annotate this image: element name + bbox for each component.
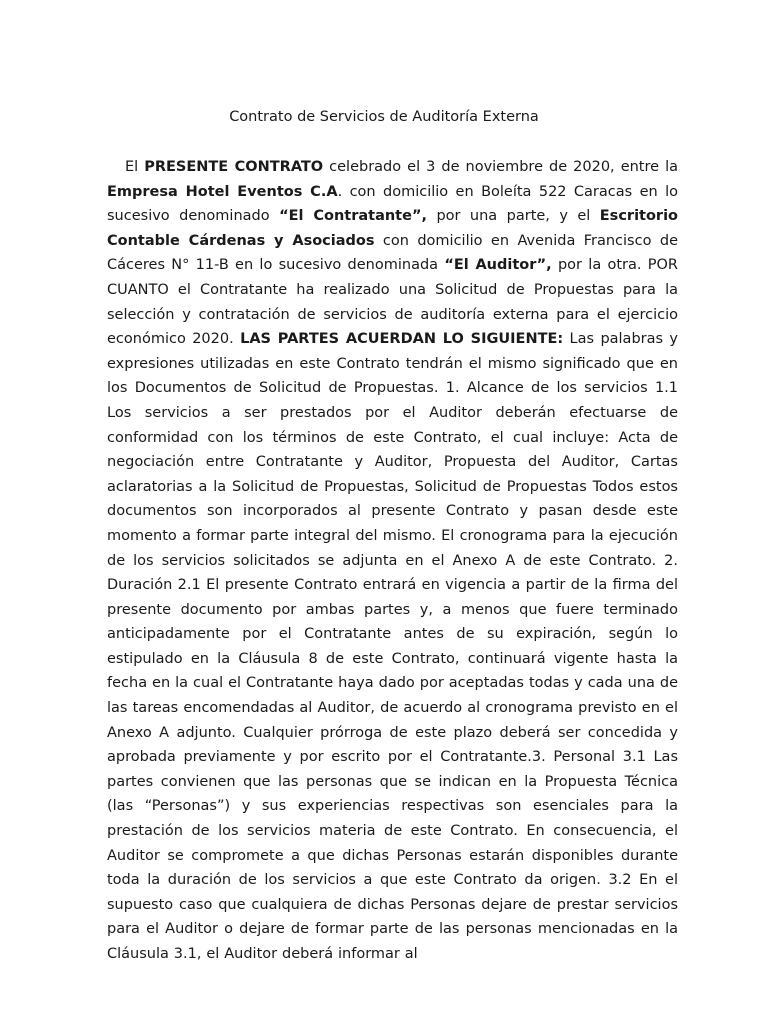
bold-phrase-empresa: Empresa Hotel Eventos C.A — [107, 183, 338, 200]
body-text-segment: con domicilio en Avenida Francisco de Cáceres N° 11-B en lo sucesivo denominada — [107, 232, 678, 274]
body-text-segment: celebrado el 3 de noviembre de 2020, entre la — [323, 159, 678, 175]
bold-phrase-presente-contrato: PRESENTE CONTRATO — [144, 159, 324, 175]
bold-phrase-escritorio-contable: Escritorio Contable Cárdenas y Asociados — [107, 208, 679, 249]
body-text-segment: . con domicilio en Boleíta 522 Caracas en lo sucesivo denominado — [107, 183, 678, 225]
body-text-segment: por una parte, y el — [427, 208, 600, 225]
body-text-segment: El — [125, 159, 145, 175]
contract-body-paragraph — [107, 155, 678, 967]
body-text-segment: Las palabras y expresiones utilizadas en este Contrato tendrán el mismo significado que en los Documentos de Solicitud de Propuestas. 1. Alcance de los servicios 1.1 Los servicios a ser prestados por el Auditor deberán efectuarse de conformidad con los términos de este Contrato, el cual incluye: Acta de negociación entre Contratante y Auditor, Propuesta del Auditor, Cartas aclaratorias a la Solicitud de Propuestas, Solicitud de Propuestas Todos estos documentos son incorporados al presente Contrato y pasan desde este momento a formar parte integral del mismo. El cronograma para la ejecución de los servicios solicitados se adjunta en el Anexo A de este Contrato. 2. Duración 2.1 El presente Contrato entrará en vigencia a partir de la firma del presente documento por ambas partes y, a menos que fuere terminado anticipadamente por el Contratante antes de su expiración, según lo estipulado en la Cláusula 8 de este Contrato, continuará vigente hasta la fecha en la cual el Contratante haya dado por aceptadas todas y cada una de las tareas encomendadas al Auditor, de acuerdo al cronograma previsto en el Anexo A adjunto. Cualquier prórroga de este plazo deberá ser concedida y aprobada previamente y por escrito por el Contratante.3. Personal 3.1 Las partes convienen que las personas que se indican en la Propuesta Técnica (las “Personas”) y sus experiencias respectivas son esenciales para la prestación de los servicios materia de este Contrato. En consecuencia, el Auditor se compromete a que dichas Personas estarán disponibles durante toda la duración de los servicios a que este Contrato da origen. 3.2 En el supuesto caso que cualquiera de dichas Personas dejare de prestar servicios para el Auditor o dejare de formar parte de las personas mencionadas en la Cláusula 3.1, el Auditor deberá informar al — [107, 331, 679, 962]
bold-phrase-el-contratante: “El Contratante”, — [279, 208, 427, 225]
document-title: Contrato de Servicios de Auditoría Externa — [229, 109, 539, 125]
body-text-segment: por la otra. POR CUANTO el Contratante ha realizado una Solicitud de Propuestas para la selección y contratación de servicios de auditoría externa para el ejercicio económico 2020. — [107, 257, 678, 348]
bold-phrase-el-auditor: “El Auditor”, — [444, 257, 552, 274]
bold-phrase-las-partes-acuerdan: LAS PARTES ACUERDAN LO SIGUIENTE: — [240, 331, 564, 348]
